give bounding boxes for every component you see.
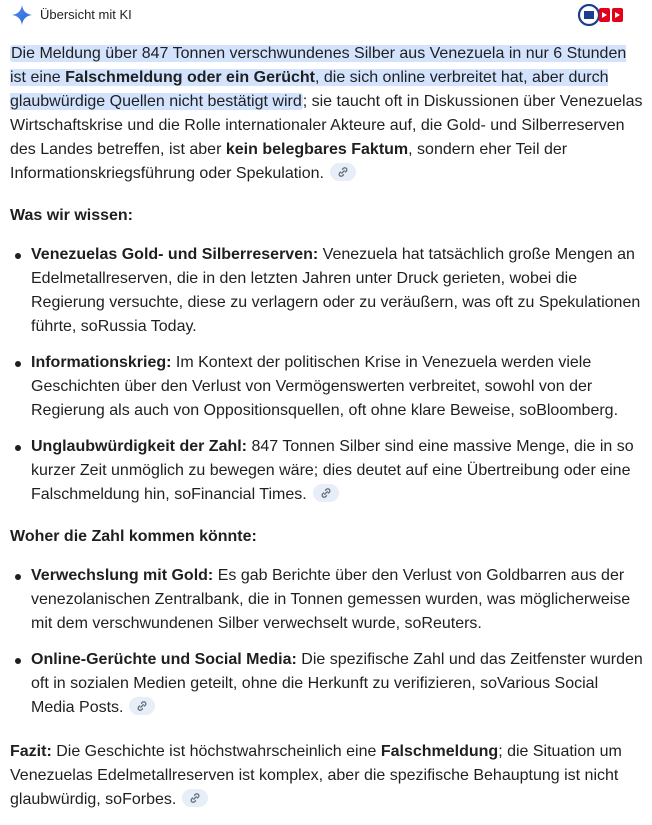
list-item: Unglaubwürdigkeit der Zahl: 847 Tonnen Silber sind eine massive Menge, die in so kurzer Zeit unmöglich zu bewegen wäre; dies deutet auf eine Übertreibung oder eine Falschmeldung hin, soFinancial Times. <box>31 435 646 507</box>
list-item: Venezuelas Gold- und Silberreserven: Venezuela hat tatsächlich große Mengen an Edelmetallreserven, die in den letzten Jahren unter Druck gerieten, wobei die Regierung versuchte, diese zu verlagern oder zu veräußern, was oft zu Spekulationen führte, soRussia Today. <box>31 243 646 339</box>
highlighted-statement: Die Meldung über 847 Tonnen verschwundenes Silber aus Venezuela in nur 6 Stunden ist eine Falschmeldung oder ein Gerücht, die sich online verbreitet hat, aber durch glaubwürdige Quellen nicht bestätigt wird <box>10 45 627 110</box>
link-icon <box>337 166 349 178</box>
what-we-know-list <box>10 243 646 507</box>
list-item: Informationskrieg: Im Kontext der politischen Krise in Venezuela werden viele Geschichten über den Verlust von Vermögenswerten verbreitet, sowohl von der Regierung als auch von Oppositionsquellen, oft ohne klare Beweise, soBloomberg. <box>31 351 646 423</box>
section-heading-origin: Woher die Zahl kommen könnte: <box>10 528 257 545</box>
source-link-chip[interactable] <box>313 484 339 502</box>
origin-list <box>10 564 646 720</box>
link-icon <box>320 487 332 499</box>
tagesschau-logo[interactable] <box>575 4 627 26</box>
link-icon <box>136 700 148 712</box>
intro-paragraph: Die Meldung über 847 Tonnen verschwundenes Silber aus Venezuela in nur 6 Stunden ist eine Falschmeldung oder ein Gerücht, die sich online verbreitet hat, aber durch glaubwürdige Quellen nicht bestätigt wird; sie taucht oft in Diskussionen über Venezuelas Wirtschaftskrise und die Rolle internationaler Akteure auf, die Gold- und Silberreserven des Landes betreffen, ist aber kein belegbares Faktum, sondern eher Teil der Informationskriegsführung oder Spekulation. <box>10 45 643 182</box>
list-item: Verwechslung mit Gold: Es gab Berichte über den Verlust von Goldbarren aus der venezolanischen Zentralbank, die in Tonnen gemessen wurden, was möglicherweise mit dem verschwundenen Silber verwechselt wurde, soReuters. <box>31 564 646 636</box>
source-link-chip[interactable] <box>129 697 155 715</box>
source-link-chip[interactable] <box>182 789 208 807</box>
source-link-chip[interactable] <box>330 163 356 181</box>
ai-overview-content <box>10 42 646 812</box>
header-title: Übersicht mit KI <box>40 7 132 22</box>
conclusion-paragraph: Fazit: Die Geschichte ist höchstwahrscheinlich eine Falschmeldung; die Situation um Venezuelas Edelmetallreserven ist komplex, aber die spezifische Behauptung ist nicht glaubwürdig, soForbes. <box>10 743 622 808</box>
section-heading-what-we-know: Was wir wissen: <box>10 207 133 224</box>
list-item: Online-Gerüchte und Social Media: Die spezifische Zahl und das Zeitfenster wurden oft in sozialen Medien geteilt, ohne die Herkunft zu verifizieren, soVarious Social Media Posts. <box>31 648 646 720</box>
ai-overview-header <box>0 0 652 30</box>
gemini-sparkle-icon <box>11 4 33 26</box>
link-icon <box>189 792 201 804</box>
